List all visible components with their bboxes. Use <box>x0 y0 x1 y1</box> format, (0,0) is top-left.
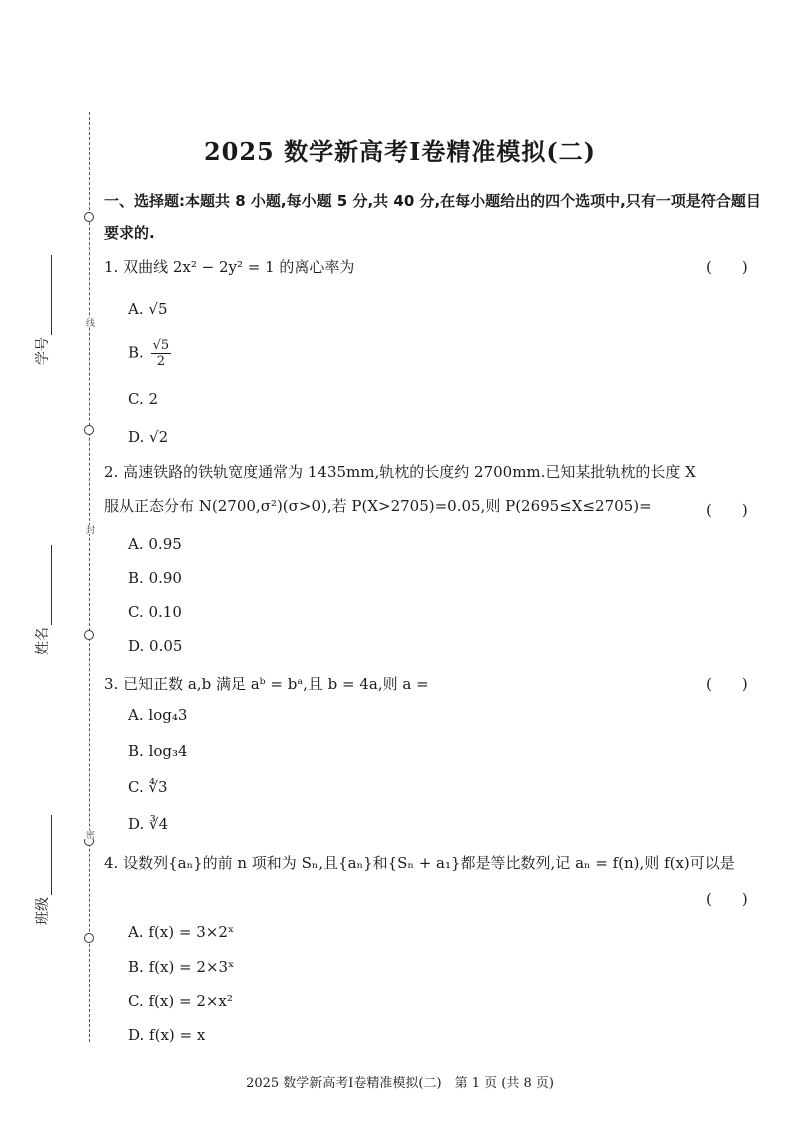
option-text: ∜3 <box>148 778 168 796</box>
name-blank[interactable] <box>37 545 52 625</box>
student-id-blank[interactable] <box>37 255 52 335</box>
answer-paren: ( ) <box>706 258 748 276</box>
fraction-denominator: 2 <box>156 354 165 369</box>
option-d[interactable] <box>128 1026 205 1044</box>
option-c[interactable] <box>128 603 182 621</box>
option-letter: A. <box>128 535 144 553</box>
binding-hole <box>84 630 94 640</box>
option-a[interactable] <box>128 300 168 318</box>
question-number: 1. <box>104 258 119 276</box>
question-stem: 双曲线 2x² − 2y² = 1 的离心率为 <box>123 258 355 276</box>
option-b[interactable] <box>128 569 182 587</box>
option-a[interactable] <box>128 706 187 724</box>
section-heading: 一、选择题:本题共 8 小题,每小题 5 分,共 40 分,在每小题给出的四个选项中,只有一项是符合题目要求的. <box>104 192 761 242</box>
option-letter: D. <box>128 815 145 833</box>
option-letter: C. <box>128 390 144 408</box>
option-letter: D. <box>128 637 145 655</box>
option-letter: B. <box>128 742 144 760</box>
option-letter: A. <box>128 706 144 724</box>
binding-mark-mi: 密 <box>84 830 94 839</box>
question-4 <box>104 846 744 880</box>
option-a[interactable] <box>128 535 182 553</box>
option-letter: B. <box>128 569 144 587</box>
class-label: 班级 <box>35 897 51 925</box>
question-1 <box>104 256 354 277</box>
option-text: 0.10 <box>148 603 182 621</box>
option-b[interactable] <box>128 338 171 369</box>
option-fraction <box>151 338 172 369</box>
option-text: f(x) = 3×2ˣ <box>148 923 235 941</box>
question-number: 4. <box>104 854 119 872</box>
option-d[interactable] <box>128 637 182 655</box>
option-letter: A. <box>128 300 144 318</box>
option-text: 0.95 <box>148 535 182 553</box>
class-field[interactable] <box>22 830 62 925</box>
option-text: f(x) = x <box>149 1026 206 1044</box>
fraction-numerator: √5 <box>152 338 170 353</box>
option-b[interactable] <box>128 958 234 976</box>
option-letter: B. <box>128 343 144 362</box>
option-text: log₄3 <box>148 706 188 724</box>
question-3 <box>104 673 429 694</box>
option-letter: C. <box>128 992 144 1010</box>
option-text: f(x) = 2×3ˣ <box>148 958 235 976</box>
answer-paren: ( ) <box>706 501 748 519</box>
binding-mark-feng: 封 <box>84 525 94 534</box>
option-d[interactable] <box>128 815 168 833</box>
option-letter: D. <box>128 428 145 446</box>
option-text: √2 <box>149 428 169 446</box>
student-id-field[interactable] <box>22 270 62 365</box>
question-stem: 设数列{aₙ}的前 n 项和为 Sₙ,且{aₙ}和{Sₙ + a₁}都是等比数列,记 aₙ = f(n),则 f(x)可以是 <box>123 854 735 872</box>
binding-hole <box>84 212 94 222</box>
binding-mark-xian: 线 <box>84 318 94 327</box>
option-text: ∛4 <box>149 815 169 833</box>
option-text: 0.90 <box>148 569 182 587</box>
option-text: √5 <box>148 300 168 318</box>
name-field[interactable] <box>22 560 62 655</box>
option-d[interactable] <box>128 428 168 446</box>
question-number: 3. <box>104 675 119 693</box>
option-letter: C. <box>128 778 144 796</box>
question-2 <box>104 455 704 523</box>
class-blank[interactable] <box>37 815 52 895</box>
option-text: f(x) = 2×x² <box>148 992 233 1010</box>
option-c[interactable] <box>128 390 158 408</box>
option-b[interactable] <box>128 742 188 760</box>
option-text: log₃4 <box>148 742 188 760</box>
page-footer: 2025 数学新高考Ⅰ卷精准模拟(二) 第 1 页 (共 8 页) <box>246 1076 554 1091</box>
question-number: 2. <box>104 463 119 481</box>
option-c[interactable] <box>128 992 233 1010</box>
question-stem: 高速铁路的铁轨宽度通常为 1435mm,轨枕的长度约 2700mm.已知某批轨枕的长度 X 服从正态分布 N(2700,σ²)(σ>0),若 P(X>2705)=0.05,则 P(2695≤X≤2705)= <box>104 463 696 515</box>
option-text: 2 <box>148 390 159 408</box>
binding-hole <box>84 933 94 943</box>
binding-dashed-line <box>89 112 90 1042</box>
option-letter: A. <box>128 923 144 941</box>
binding-hole <box>84 425 94 435</box>
option-text: 0.05 <box>149 637 183 655</box>
option-letter: D. <box>128 1026 145 1044</box>
option-letter: C. <box>128 603 144 621</box>
option-letter: B. <box>128 958 144 976</box>
answer-paren: ( ) <box>706 675 748 693</box>
answer-paren: ( ) <box>706 890 748 908</box>
question-stem: 已知正数 a,b 满足 aᵇ = bᵃ,且 b = 4a,则 a = <box>123 675 429 693</box>
page-title: 2025 数学新高考Ⅰ卷精准模拟(二) <box>203 137 597 166</box>
student-id-label: 学号 <box>35 337 51 365</box>
option-c[interactable] <box>128 778 168 796</box>
option-a[interactable] <box>128 923 234 941</box>
name-label: 姓名 <box>35 627 51 655</box>
